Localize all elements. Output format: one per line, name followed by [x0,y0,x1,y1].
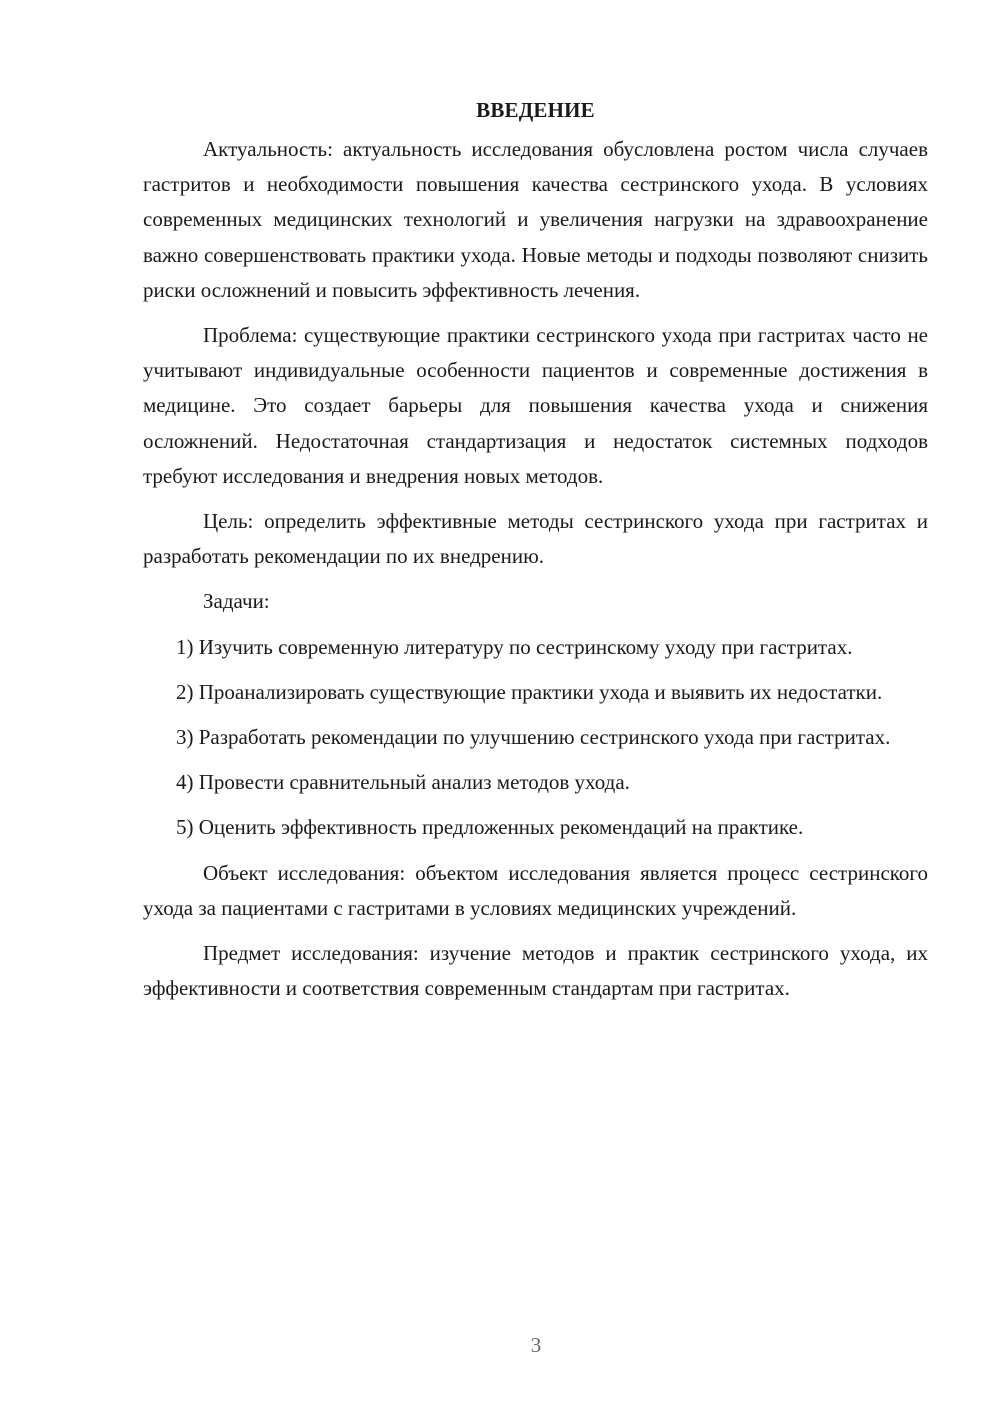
task-item-5: 5) Оценить эффективность предложенных рекомендаций на практике. [176,815,804,840]
task-item-1: 1) Изучить современную литературу по сестринскому уходу при гастритах. [176,634,853,659]
task-item-3: 3) Разработать рекомендации по улучшению сестринского ухода при гастритах. [176,725,891,750]
goal-paragraph: Цель: определить эффективные методы сестринского ухода при гастритах и разработать рекомендации по их внедрению. [143,509,928,569]
section-heading: ВВЕДЕНИЕ [476,98,595,122]
relevance-paragraph: Актуальность: актуальность исследования обусловлена ростом числа случаев гастритов и необходимости повышения качества сестринского ухода. В условиях современных медицинских технологий и увеличения нагрузки на здравоохранение важно совершенствовать практики ухода. Новые методы и подходы позволяют снизить риски осложнений и повысить эффективность лечения. [143,137,928,302]
problem-paragraph: Проблема: существующие практики сестринского ухода при гастритах часто не учитывают индивидуальные особенности пациентов и современные достижения в медицине. Это создает барьеры для повышения качества ухода и снижения осложнений. Недостаточная стандартизация и недостаток системных подходов требуют исследования и внедрения новых методов. [143,323,928,488]
subject-paragraph: Предмет исследования: изучение методов и практик сестринского ухода, их эффективности и соответствия современным стандартам при гастритах. [143,941,928,1001]
task-item-2: 2) Проанализировать существующие практики ухода и выявить их недостатки. [176,679,883,704]
object-paragraph: Объект исследования: объектом исследования является процесс сестринского ухода за пациентами с гастритами в условиях медицинских учреждений. [143,860,928,920]
task-item-4: 4) Провести сравнительный анализ методов ухода. [176,770,630,795]
document-page [143,92,928,1016]
tasks-label: Задачи: [203,589,270,614]
page-number: 3 [530,1333,542,1357]
